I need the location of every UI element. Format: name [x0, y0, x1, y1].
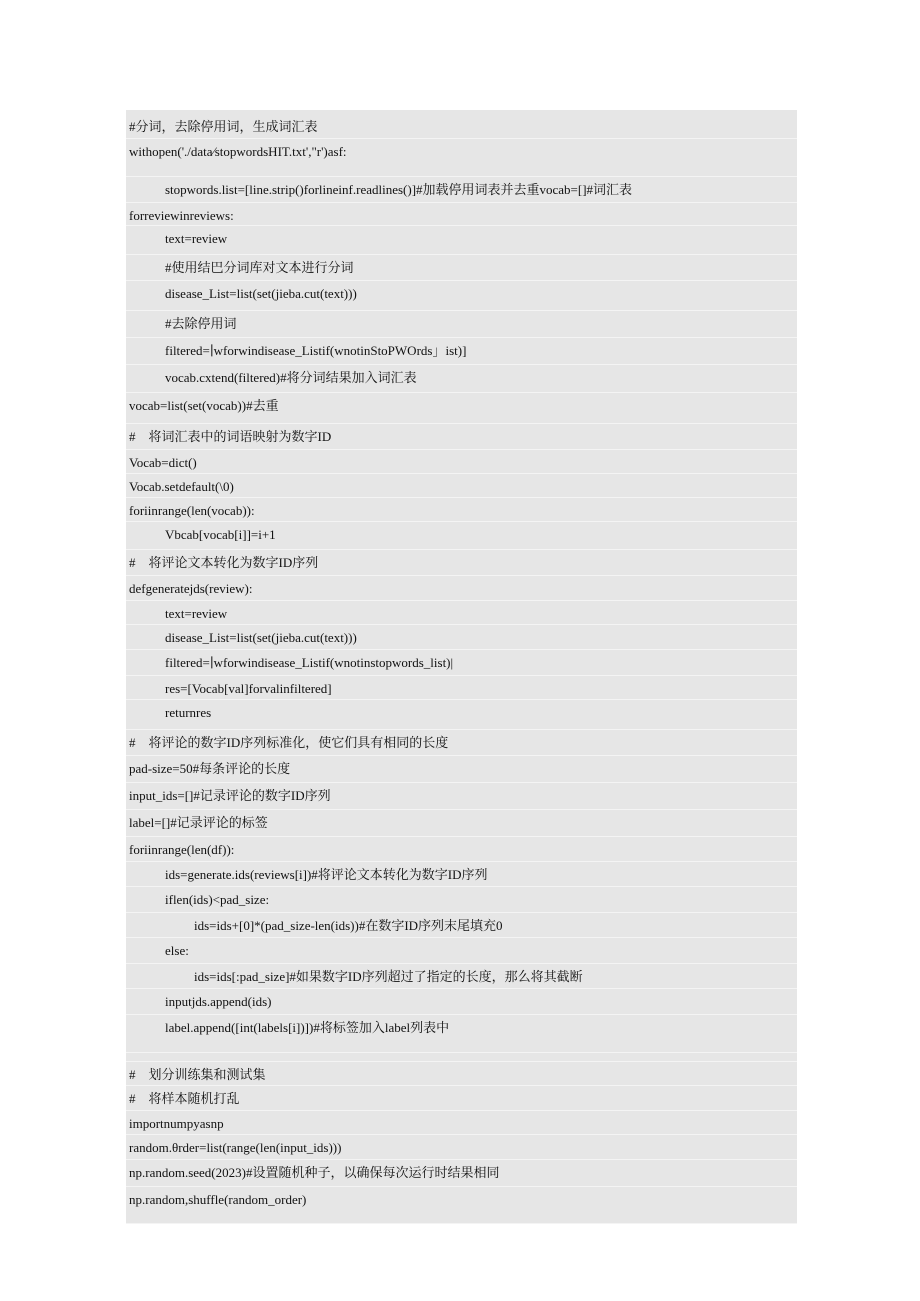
code-line [126, 522, 797, 550]
code-line [126, 810, 797, 837]
code-line-text: # 划分训练集和测试集 [129, 1067, 266, 1082]
code-line [126, 1160, 797, 1187]
code-line-text: # 将样本随机打乱 [129, 1091, 240, 1106]
code-line-text: ids=generate.ids(reviews[i])#将评论文本转化为数字ID序列 [165, 867, 488, 882]
code-line-text: stopwords.list=[line.strip()forlineinf.readlines()]#加载停用词表并去重vocab=[]#词汇表 [165, 182, 633, 197]
code-line [126, 783, 797, 810]
code-line [126, 311, 797, 338]
code-line-text: vocab.cxtend(filtered)#将分词结果加入词汇表 [165, 370, 417, 385]
code-line [126, 1062, 797, 1086]
code-line [126, 393, 797, 424]
code-line-text: foriinrange(len(df)): [129, 842, 235, 857]
code-line-text: Vocab.setdefault(\0) [129, 479, 234, 494]
code-line-text: np.random.seed(2023)#设置随机种子，以确保每次运行时结果相同 [129, 1165, 500, 1180]
code-line [126, 450, 797, 474]
code-line-text: forreviewinreviews: [129, 208, 234, 223]
code-line [126, 203, 797, 226]
code-line-text: iflen(ids)<pad_size: [165, 892, 270, 907]
code-line [126, 938, 797, 964]
code-line [126, 424, 797, 450]
code-line-text: input_ids=[]#记录评论的数字ID序列 [129, 788, 331, 803]
code-line-text: random.θrder=list(range(len(input_ids))) [129, 1140, 342, 1155]
code-line [126, 177, 797, 203]
code-line-text: #分词，去除停用词，生成词汇表 [129, 119, 318, 134]
code-line [126, 862, 797, 887]
code-line-text: returnres [165, 705, 212, 720]
code-line [126, 1187, 797, 1224]
code-line-text: foriinrange(len(vocab)): [129, 503, 255, 518]
code-block [126, 110, 797, 1224]
code-line [126, 255, 797, 281]
code-line-text: np.random,shuffle(random_order) [129, 1192, 307, 1207]
code-line-text: else: [165, 943, 189, 958]
code-line [126, 964, 797, 989]
code-line-text: label.append([int(labels[i])])#将标签加入label列表中 [165, 1020, 450, 1035]
code-line [126, 498, 797, 522]
code-line-text: importnumpyasnp [129, 1116, 224, 1131]
code-line-text: vocab=list(set(vocab))#去重 [129, 398, 279, 413]
code-line-text: disease_List=list(set(jieba.cut(text))) [165, 286, 357, 301]
code-line-text: #去除停用词 [165, 316, 237, 331]
code-line [126, 281, 797, 311]
code-line-text: ids=ids[:pad_size]#如果数字ID序列超过了指定的长度，那么将其截断 [194, 969, 583, 984]
code-line [126, 226, 797, 255]
code-line [126, 114, 797, 139]
code-line [126, 989, 797, 1015]
code-line [126, 913, 797, 938]
code-line [126, 139, 797, 177]
code-line-text: filtered=∣wforwindisease_Listif(wnotinstopwords_list)| [165, 655, 454, 670]
code-line-text: ids=ids+[0]*(pad_size-len(ids))#在数字ID序列末尾填充0 [194, 918, 503, 933]
code-line [126, 601, 797, 625]
code-line-text: Vbcab[vocab[i]]=i+1 [165, 527, 276, 542]
code-line-text: res=[Vocab[val]forvalinfiltered] [165, 681, 332, 696]
code-line [126, 576, 797, 601]
code-line-text: inputjds.append(ids) [165, 994, 272, 1009]
code-line [126, 474, 797, 498]
code-line [126, 756, 797, 783]
code-line-text: #使用结巴分词库对文本进行分词 [165, 260, 354, 275]
code-line [126, 700, 797, 730]
code-line-text: filtered=∣wforwindisease_Listif(wnotinStoPWOrds」ist)] [165, 343, 467, 358]
code-line [126, 1135, 797, 1160]
code-line-text: label=[]#记录评论的标签 [129, 815, 268, 830]
code-line [126, 730, 797, 756]
code-line [126, 887, 797, 913]
code-line [126, 650, 797, 676]
code-line [126, 550, 797, 576]
code-line-text: disease_List=list(set(jieba.cut(text))) [165, 630, 357, 645]
code-line [126, 1111, 797, 1135]
code-line-text: # 将词汇表中的词语映射为数字ID [129, 429, 332, 444]
code-line [126, 625, 797, 650]
code-line-text: Vocab=dict() [129, 455, 197, 470]
code-line [126, 1086, 797, 1111]
code-line-text: # 将评论文本转化为数字ID序列 [129, 555, 319, 570]
code-line [126, 338, 797, 365]
code-line [126, 676, 797, 700]
code-line-text: text=review [165, 231, 228, 246]
code-line [126, 837, 797, 862]
code-line-text: defgeneratejds(review): [129, 581, 253, 596]
code-line-text: pad-size=50#每条评论的长度 [129, 761, 291, 776]
code-line [126, 365, 797, 393]
blank-line [126, 1053, 797, 1062]
code-line [126, 1015, 797, 1053]
code-line-text: text=review [165, 606, 228, 621]
code-line-text: # 将评论的数字ID序列标准化，使它们具有相同的长度 [129, 735, 449, 750]
code-line-text: withopen('./data⁄stopwordsHIT.txt',"r')asf: [129, 144, 347, 159]
